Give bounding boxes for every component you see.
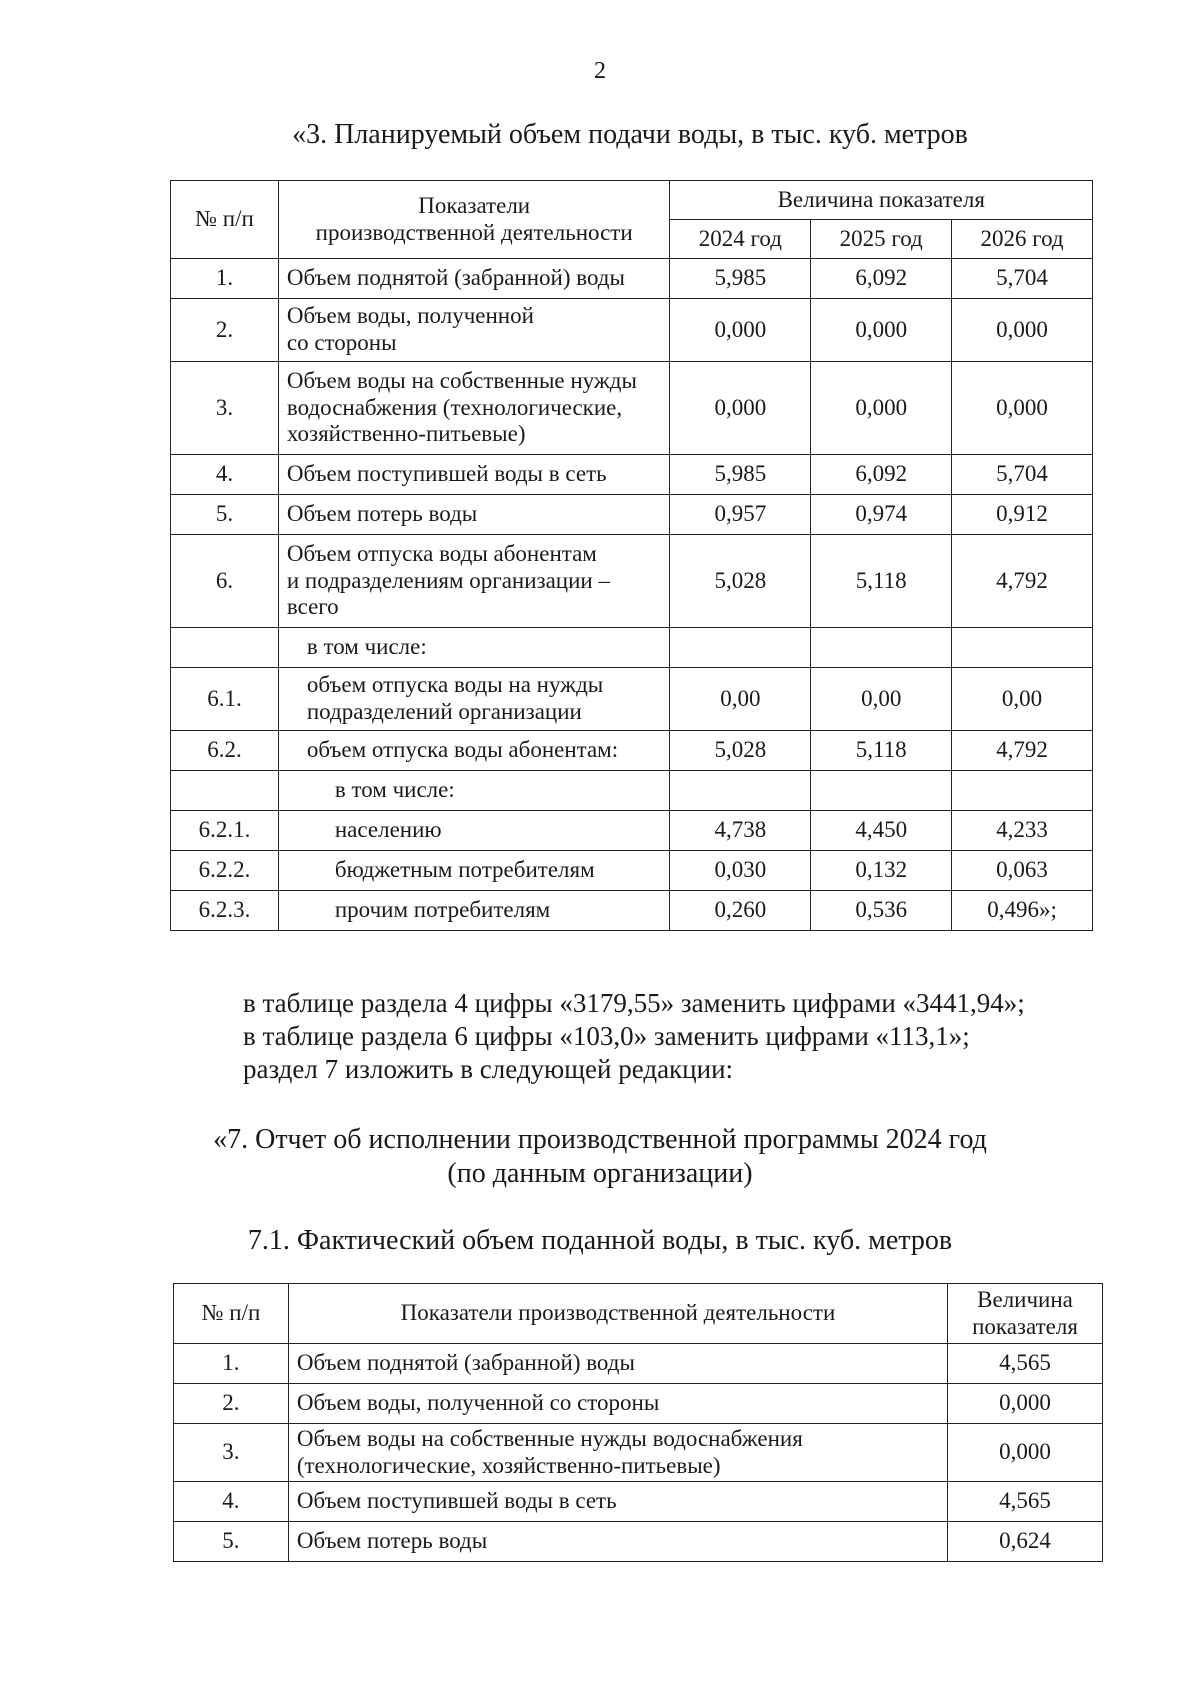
header-year: 2024 год bbox=[670, 220, 811, 259]
row-number bbox=[171, 628, 279, 668]
header-value-line: Величина bbox=[977, 1286, 1073, 1312]
row-number: 1. bbox=[171, 259, 279, 299]
row-number: 4. bbox=[174, 1482, 289, 1522]
row-value: 0,957 bbox=[670, 495, 811, 535]
table-71-title: 7.1. Фактический объем поданной воды, в тыс. куб. метров bbox=[247, 1225, 953, 1256]
indicator-line: в том числе: bbox=[306, 634, 427, 660]
indicator-line: (технологические, хозяйственно-питьевые) bbox=[296, 1452, 721, 1478]
indicator-line: Объем отпуска воды абонентам bbox=[286, 540, 597, 566]
row-value bbox=[670, 771, 811, 811]
row-value: 0,260 bbox=[670, 891, 811, 931]
indicator-line: Объем поднятой (забранной) воды bbox=[296, 1350, 635, 1376]
header-num: № п/п bbox=[174, 1284, 289, 1344]
row-indicator bbox=[288, 1384, 947, 1424]
table-row bbox=[171, 668, 1093, 731]
indicator-line: со стороны bbox=[286, 330, 397, 355]
row-value: 0,00 bbox=[811, 668, 952, 731]
row-value: 5,028 bbox=[670, 535, 811, 628]
section-7-title-line: «7. Отчет об исполнении производственной программы 2024 год bbox=[213, 1124, 987, 1155]
table-row bbox=[174, 1384, 1103, 1424]
row-value: 0,536 bbox=[811, 891, 952, 931]
row-number: 6.1. bbox=[171, 668, 279, 731]
row-value: 5,704 bbox=[952, 259, 1093, 299]
row-indicator bbox=[278, 628, 670, 668]
table-row bbox=[174, 1344, 1103, 1384]
row-value: 5,704 bbox=[952, 455, 1093, 495]
row-value bbox=[811, 628, 952, 668]
row-value: 5,028 bbox=[670, 731, 811, 771]
indicator-line: хозяйственно-питьевые) bbox=[286, 421, 526, 447]
row-indicator bbox=[278, 891, 670, 931]
indicator-line: Объем потерь воды bbox=[296, 1528, 488, 1554]
row-value bbox=[952, 771, 1093, 811]
row-indicator bbox=[278, 455, 670, 495]
table-row bbox=[174, 1482, 1103, 1522]
header-num: № п/п bbox=[171, 181, 279, 259]
table-row bbox=[174, 1522, 1103, 1562]
row-value: 0,063 bbox=[952, 851, 1093, 891]
row-indicator bbox=[278, 811, 670, 851]
table-row bbox=[171, 362, 1093, 455]
table-row bbox=[171, 299, 1093, 362]
table-row bbox=[174, 1424, 1103, 1482]
row-indicator bbox=[278, 495, 670, 535]
row-value: 4,792 bbox=[952, 731, 1093, 771]
table-row bbox=[171, 731, 1093, 771]
row-value: 0,000 bbox=[670, 299, 811, 362]
paragraph-line: раздел 7 изложить в следующей редакции: bbox=[243, 1054, 734, 1084]
table-row bbox=[171, 811, 1093, 851]
row-indicator bbox=[288, 1344, 947, 1384]
row-value: 0,000 bbox=[670, 362, 811, 455]
page-number: 2 bbox=[594, 58, 606, 84]
header-indicators-line: производственной деятельности bbox=[315, 219, 633, 245]
indicator-line: населению bbox=[334, 817, 442, 843]
section-7-title bbox=[0, 1123, 1200, 1190]
table-row bbox=[171, 455, 1093, 495]
header-value-line: показателя bbox=[972, 1313, 1078, 1339]
row-number: 3. bbox=[171, 362, 279, 455]
row-value bbox=[952, 628, 1093, 668]
row-number: 5. bbox=[174, 1522, 289, 1562]
indicator-line: Объем поднятой (забранной) воды bbox=[286, 265, 625, 291]
table-row bbox=[171, 259, 1093, 299]
indicator-line: всего bbox=[286, 594, 339, 620]
row-number: 6.2. bbox=[171, 731, 279, 771]
indicator-line: подразделений организации bbox=[306, 699, 582, 724]
row-value bbox=[811, 771, 952, 811]
planned-water-supply-table bbox=[170, 180, 1093, 931]
table-row bbox=[171, 771, 1093, 811]
header-value: Величина показателя bbox=[670, 181, 1093, 220]
table-row bbox=[171, 891, 1093, 931]
indicator-line: Объем потерь воды bbox=[286, 501, 478, 527]
row-value: 4,450 bbox=[811, 811, 952, 851]
row-number: 4. bbox=[171, 455, 279, 495]
row-value: 0,974 bbox=[811, 495, 952, 535]
row-value: 0,000 bbox=[948, 1384, 1103, 1424]
row-value: 0,496»; bbox=[952, 891, 1093, 931]
indicator-line: объем отпуска воды на нужды bbox=[306, 672, 604, 698]
paragraph-line: в таблице раздела 4 цифры «3179,55» заменить цифрами «3441,94»; bbox=[243, 988, 1025, 1018]
paragraph-line: в таблице раздела 6 цифры «103,0» заменить цифрами «113,1»; bbox=[243, 1021, 970, 1051]
table-row bbox=[171, 851, 1093, 891]
row-value: 0,000 bbox=[952, 362, 1093, 455]
row-value: 6,092 bbox=[811, 455, 952, 495]
row-value: 4,792 bbox=[952, 535, 1093, 628]
row-value: 0,000 bbox=[952, 299, 1093, 362]
header-year: 2026 год bbox=[952, 220, 1093, 259]
row-indicator bbox=[288, 1522, 947, 1562]
actual-water-supply-table bbox=[173, 1283, 1103, 1562]
row-value: 5,118 bbox=[811, 731, 952, 771]
amendment-paragraph bbox=[243, 987, 1143, 1086]
table-row bbox=[171, 535, 1093, 628]
row-number: 2. bbox=[171, 299, 279, 362]
indicator-line: в том числе: bbox=[334, 777, 455, 803]
row-number: 6. bbox=[171, 535, 279, 628]
row-indicator bbox=[288, 1424, 947, 1482]
row-indicator bbox=[278, 259, 670, 299]
header-value bbox=[948, 1284, 1103, 1344]
indicator-line: Объем поступившей воды в сеть bbox=[286, 461, 607, 487]
indicator-line: Объем воды, полученной со стороны bbox=[296, 1390, 660, 1416]
row-indicator bbox=[278, 362, 670, 455]
row-value: 0,132 bbox=[811, 851, 952, 891]
header-indicators bbox=[278, 181, 670, 259]
indicator-line: Объем воды на собственные нужды bbox=[286, 367, 637, 393]
row-number: 6.2.2. bbox=[171, 851, 279, 891]
row-indicator bbox=[278, 299, 670, 362]
header-indicators-line: Показатели bbox=[418, 192, 531, 218]
row-number bbox=[171, 771, 279, 811]
table-row bbox=[171, 628, 1093, 668]
row-value: 0,912 bbox=[952, 495, 1093, 535]
indicator-line: Объем воды, полученной bbox=[286, 303, 534, 329]
row-value: 6,092 bbox=[811, 259, 952, 299]
row-value: 4,233 bbox=[952, 811, 1093, 851]
table-3-title: «3. Планируемый объем подачи воды, в тыс. куб. метров bbox=[292, 119, 968, 150]
row-value: 4,738 bbox=[670, 811, 811, 851]
row-number: 6.2.3. bbox=[171, 891, 279, 931]
indicator-line: бюджетным потребителям bbox=[334, 857, 595, 883]
header-indicators: Показатели производственной деятельности bbox=[288, 1284, 947, 1344]
row-value: 0,00 bbox=[952, 668, 1093, 731]
indicator-line: прочим потребителям bbox=[334, 897, 551, 923]
indicator-line: Объем воды на собственные нужды водоснабжения bbox=[296, 1425, 803, 1451]
row-value: 0,00 bbox=[670, 668, 811, 731]
indicator-line: и подразделениям организации – bbox=[286, 567, 610, 593]
section-7-title-line: (по данным организации) bbox=[447, 1157, 753, 1189]
row-number: 3. bbox=[174, 1424, 289, 1482]
row-value: 5,985 bbox=[670, 259, 811, 299]
header-year: 2025 год bbox=[811, 220, 952, 259]
row-number: 2. bbox=[174, 1384, 289, 1424]
indicator-line: Объем поступившей воды в сеть bbox=[296, 1488, 617, 1514]
row-value: 0,000 bbox=[948, 1424, 1103, 1482]
row-value: 0,000 bbox=[811, 362, 952, 455]
row-indicator bbox=[278, 668, 670, 731]
row-value: 4,565 bbox=[948, 1344, 1103, 1384]
row-number: 6.2.1. bbox=[171, 811, 279, 851]
row-indicator bbox=[278, 771, 670, 811]
row-value: 0,624 bbox=[948, 1522, 1103, 1562]
row-indicator bbox=[278, 731, 670, 771]
row-value: 5,985 bbox=[670, 455, 811, 495]
table-row bbox=[171, 495, 1093, 535]
row-indicator bbox=[288, 1482, 947, 1522]
indicator-line: водоснабжения (технологические, bbox=[286, 394, 623, 420]
row-number: 5. bbox=[171, 495, 279, 535]
row-value: 5,118 bbox=[811, 535, 952, 628]
indicator-line: объем отпуска воды абонентам: bbox=[306, 737, 619, 763]
row-number: 1. bbox=[174, 1344, 289, 1384]
row-indicator bbox=[278, 851, 670, 891]
row-indicator bbox=[278, 535, 670, 628]
row-value bbox=[670, 628, 811, 668]
row-value: 0,000 bbox=[811, 299, 952, 362]
row-value: 4,565 bbox=[948, 1482, 1103, 1522]
row-value: 0,030 bbox=[670, 851, 811, 891]
